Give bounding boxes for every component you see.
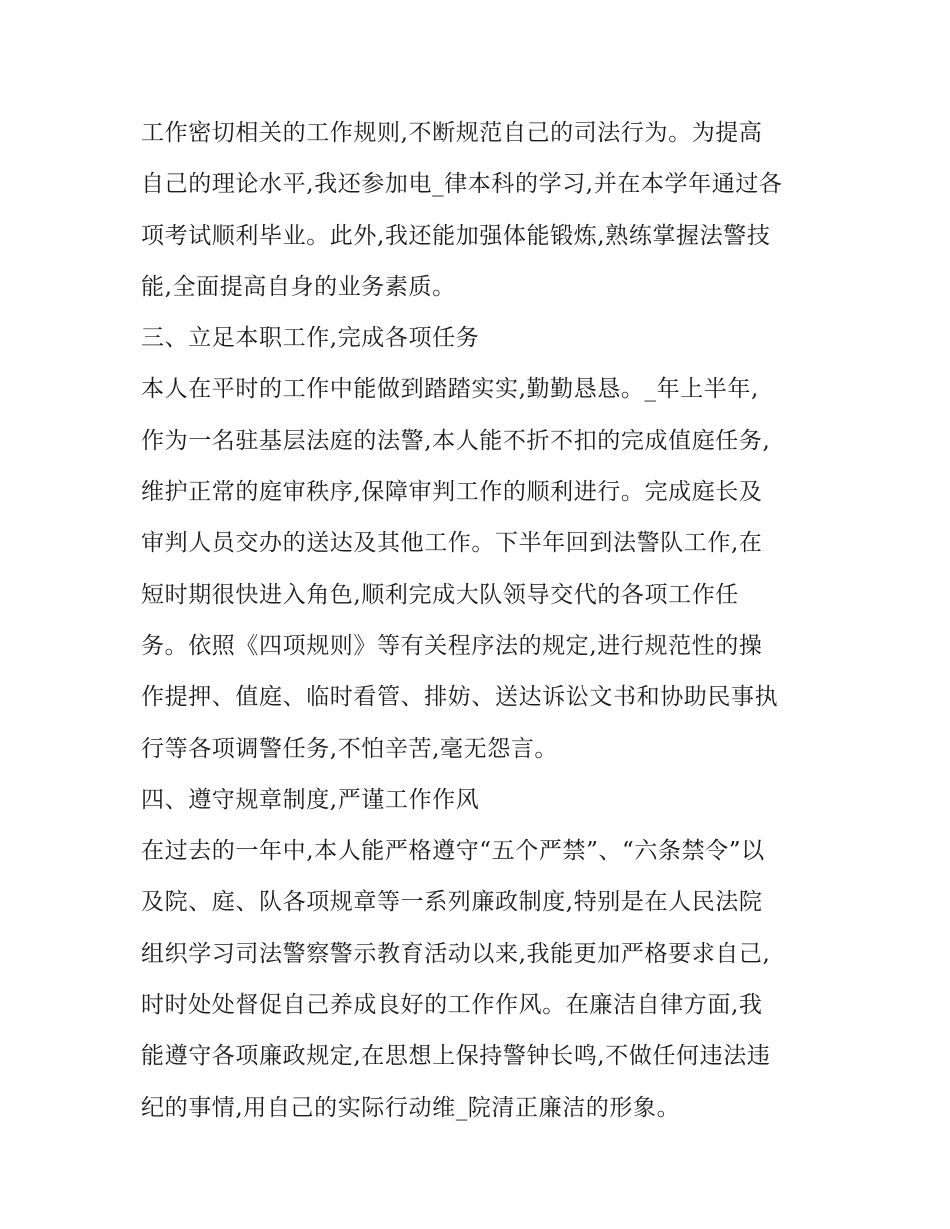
text-line: 审判人员交办的送达及其他工作。下半年回到法警队工作,在 [141, 530, 763, 557]
text-line: 自己的理论水平,我还参加电_律本科的学习,并在本学年通过各 [141, 171, 783, 198]
section-heading-4: 四、遵守规章制度,严谨工作作风 [141, 786, 480, 813]
text-line: 组织学习司法警察警示教育活动以来,我能更加严格要求自己, [141, 940, 771, 967]
text-line: 时时处处督促自己养成良好的工作作风。在廉洁自律方面,我 [141, 992, 763, 1019]
text-line: 短时期很快进入角色,顺利完成大队领导交代的各项工作任 [141, 581, 739, 608]
text-line: 及院、庭、队各项规章等一系列廉政制度,特别是在人民法院 [141, 889, 763, 916]
section-heading-3: 三、立足本职工作,完成各项任务 [141, 325, 480, 352]
text-line: 工作密切相关的工作规则,不断规范自己的司法行为。为提高 [141, 120, 763, 146]
body-text [141, 108, 841, 1134]
text-line: 能遵守各项廉政规定,在思想上保持警钟长鸣,不做任何违法违 [141, 1043, 771, 1070]
text-line: 本人在平时的工作中能做到踏踏实实,勤勤恳恳。_年上半年, [141, 376, 759, 403]
text-line: 纪的事情,用自己的实际行动维_院清正廉洁的形象。 [141, 1094, 681, 1121]
text-line: 维护正常的庭审秩序,保障审判工作的顺利进行。完成庭长及 [141, 479, 763, 506]
text-line: 务。依照《四项规则》等有关程序法的规定,进行规范性的操 [141, 632, 763, 659]
text-line: 作为一名驻基层法庭的法警,本人能不折不扣的完成值庭任务, [141, 427, 771, 454]
text-line: 行等各项调警任务,不怕辛苦,毫无怨言。 [141, 735, 559, 762]
text-line: 在过去的一年中,本人能严格遵守“五个严禁”、“六条禁令”以 [141, 838, 765, 865]
text-line: 能,全面提高自身的业务素质。 [141, 273, 456, 300]
text-line: 作提押、值庭、临时看管、排妨、送达诉讼文书和协助民事执 [141, 684, 779, 711]
text-line: 项考试顺利毕业。此外,我还能加强体能锻炼,熟练掌握法警技 [141, 222, 771, 249]
